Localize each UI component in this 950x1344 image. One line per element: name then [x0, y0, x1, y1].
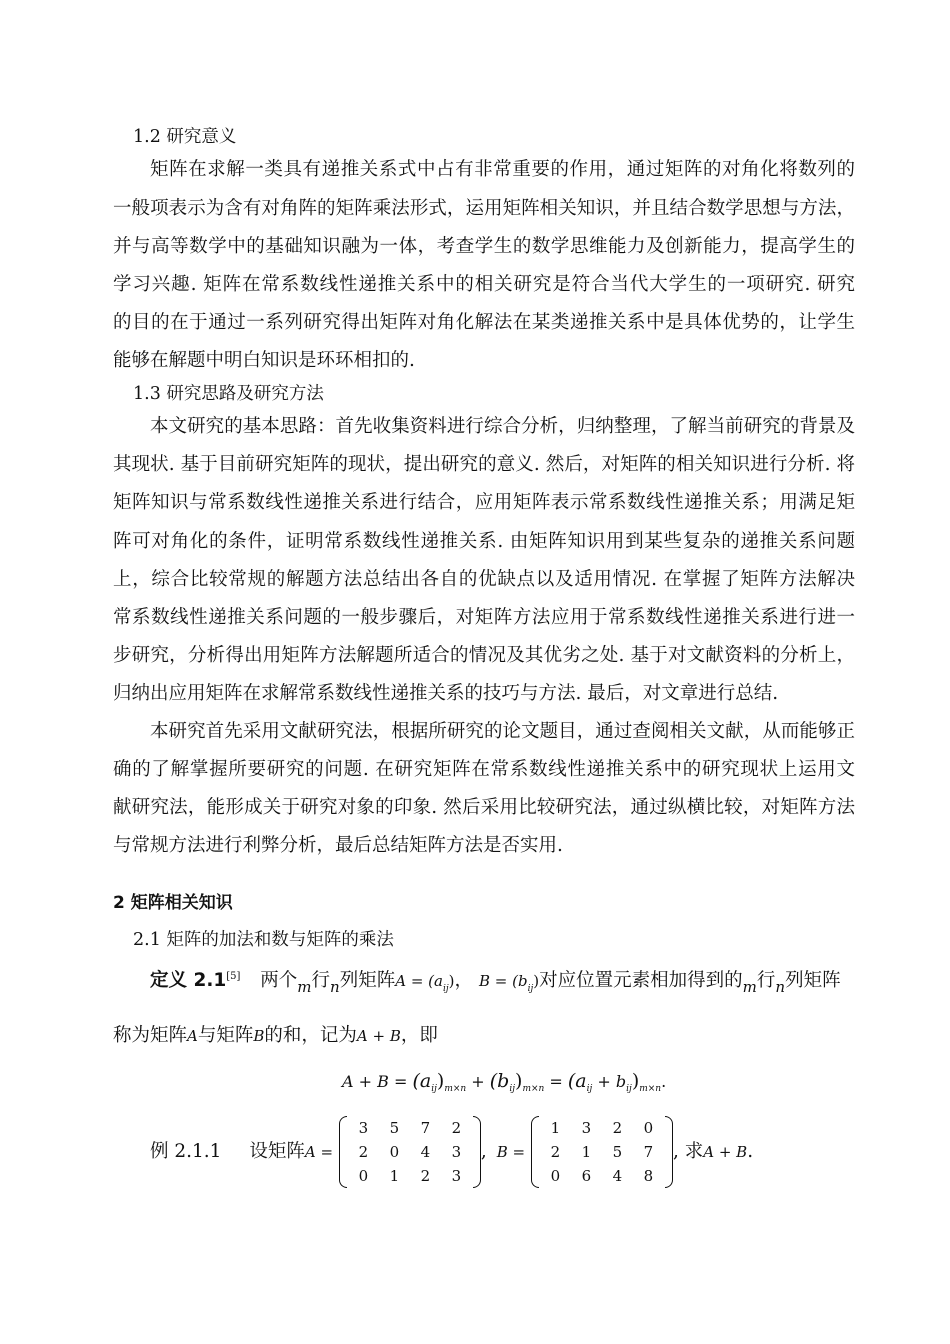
paragraph-line: 其现状. 基于目前研究矩阵的现状，提出研究的意义. 然后，对矩阵的相关知识进行分析. 将: [113, 454, 855, 475]
paragraph-line: 学习兴趣. 矩阵在常系数线性递推关系中的相关研究是符合当代大学生的一项研究. 研究: [113, 274, 855, 295]
paragraph-line: 一般项表示为含有对角阵的矩阵乘法形式，运用矩阵相关知识，并且结合数学思想与方法，: [113, 198, 855, 219]
chapter-heading: 2 矩阵相关知识: [113, 893, 233, 913]
matrix-B: [531, 1116, 673, 1188]
paragraph-line: 常系数线性递推关系问题的一般步骤后，对矩阵方法应用于常系数线性递推关系进行进一: [113, 607, 855, 628]
matrix-row: 2 1 5 7: [550, 1143, 654, 1161]
paragraph-line: 矩阵知识与常系数线性递推关系进行结合，应用矩阵表示常系数线性递推关系；用满足矩: [113, 492, 855, 513]
citation-ref: [5]: [226, 971, 241, 982]
matrix-row: 3 5 7 2: [358, 1119, 462, 1137]
definition-line: 定义 2.1[5] 两个$_m$行$_n$列矩阵$A = (a_{ij})$， $B = (b_{ij})$对应位置元素相加得到的$_m$行$_n$列矩阵: [150, 970, 841, 997]
section-heading-1-2: 1.2 研究意义: [133, 127, 237, 147]
paragraph-line: 与常规方法进行利弊分析，最后总结矩阵方法是否实用.: [113, 835, 563, 856]
paragraph-line: 上，综合比较常规的解题方法总结出各自的优缺点以及适用情况. 在掌握了矩阵方法解决: [113, 569, 855, 590]
example-2-1-1: 例 2.1.1 设矩阵A = 3 5 7 2 2 0 4 3 0 1 2 3 , B = 1 3 2 0 2 1 5 7 0 6 4 8 , 求A + B.: [150, 1116, 753, 1188]
matrix-A: [339, 1116, 481, 1188]
matrix-row: 1 3 2 0: [550, 1119, 654, 1137]
section-heading-1-3: 1.3 研究思路及研究方法: [133, 384, 324, 404]
matrix-B-expr: B = (b: [479, 972, 528, 991]
paragraph-line: 本文研究的基本思路：首先收集资料进行综合分析，归纳整理，了解当前研究的背景及: [150, 416, 855, 437]
paragraph-line: 阵可对角化的条件，证明常系数线性递推关系. 由矩阵知识用到某些复杂的递推关系问题: [113, 531, 855, 552]
paragraph-line: 矩阵在求解一类具有递推关系式中占有非常重要的作用，通过矩阵的对角化将数列的: [150, 159, 855, 180]
paragraph-line: 确的了解掌握所要研究的问题. 在研究矩阵在常系数线性递推关系中的研究现状上运用文: [113, 759, 855, 780]
paragraph-line: 步研究，分析得出用矩阵方法解题所适合的情况及其优劣之处. 基于对文献资料的分析上，: [113, 645, 855, 666]
paragraph-line: 归纳出应用矩阵在求解常系数线性递推关系的技巧与方法. 最后，对文章进行总结.: [113, 683, 779, 704]
paragraph-line: 并与高等数学中的基础知识融为一体，考查学生的数学思维能力及创新能力，提高学生的: [113, 236, 855, 257]
matrix-row: 0 6 4 8: [550, 1167, 654, 1185]
paragraph-line: 的目的在于通过一系列研究得出矩阵对角化解法在某类递推关系中是具体优势的，让学生: [113, 312, 855, 333]
example-label: 例 2.1.1: [150, 1141, 222, 1162]
definition-line-2: 称为矩阵A与矩阵B的和，记为A + B，即: [113, 1025, 438, 1046]
paragraph-line: 献研究法，能形成关于研究对象的印象. 然后采用比较研究法，通过纵横比较，对矩阵方法: [113, 797, 855, 818]
matrix-A-expr: A = (a: [395, 972, 443, 991]
definition-label: 定义 2.1: [150, 970, 227, 992]
matrix-row: 0 1 2 3: [358, 1167, 462, 1185]
paragraph-line: 能够在解题中明白知识是环环相扣的.: [113, 350, 415, 371]
sum-formula: $A + B = (a_{ij})_{m\times n} + (b_{ij})_{m\times n} = (a_{ij} + b_{ij})_{m\times n}$.: [342, 1070, 667, 1095]
matrix-row: 2 0 4 3: [358, 1143, 462, 1161]
sub-heading-2-1: 2.1 矩阵的加法和数与矩阵的乘法: [133, 930, 394, 950]
paragraph-line: 本研究首先采用文献研究法，根据所研究的论文题目，通过查阅相关文献，从而能够正: [150, 721, 855, 742]
